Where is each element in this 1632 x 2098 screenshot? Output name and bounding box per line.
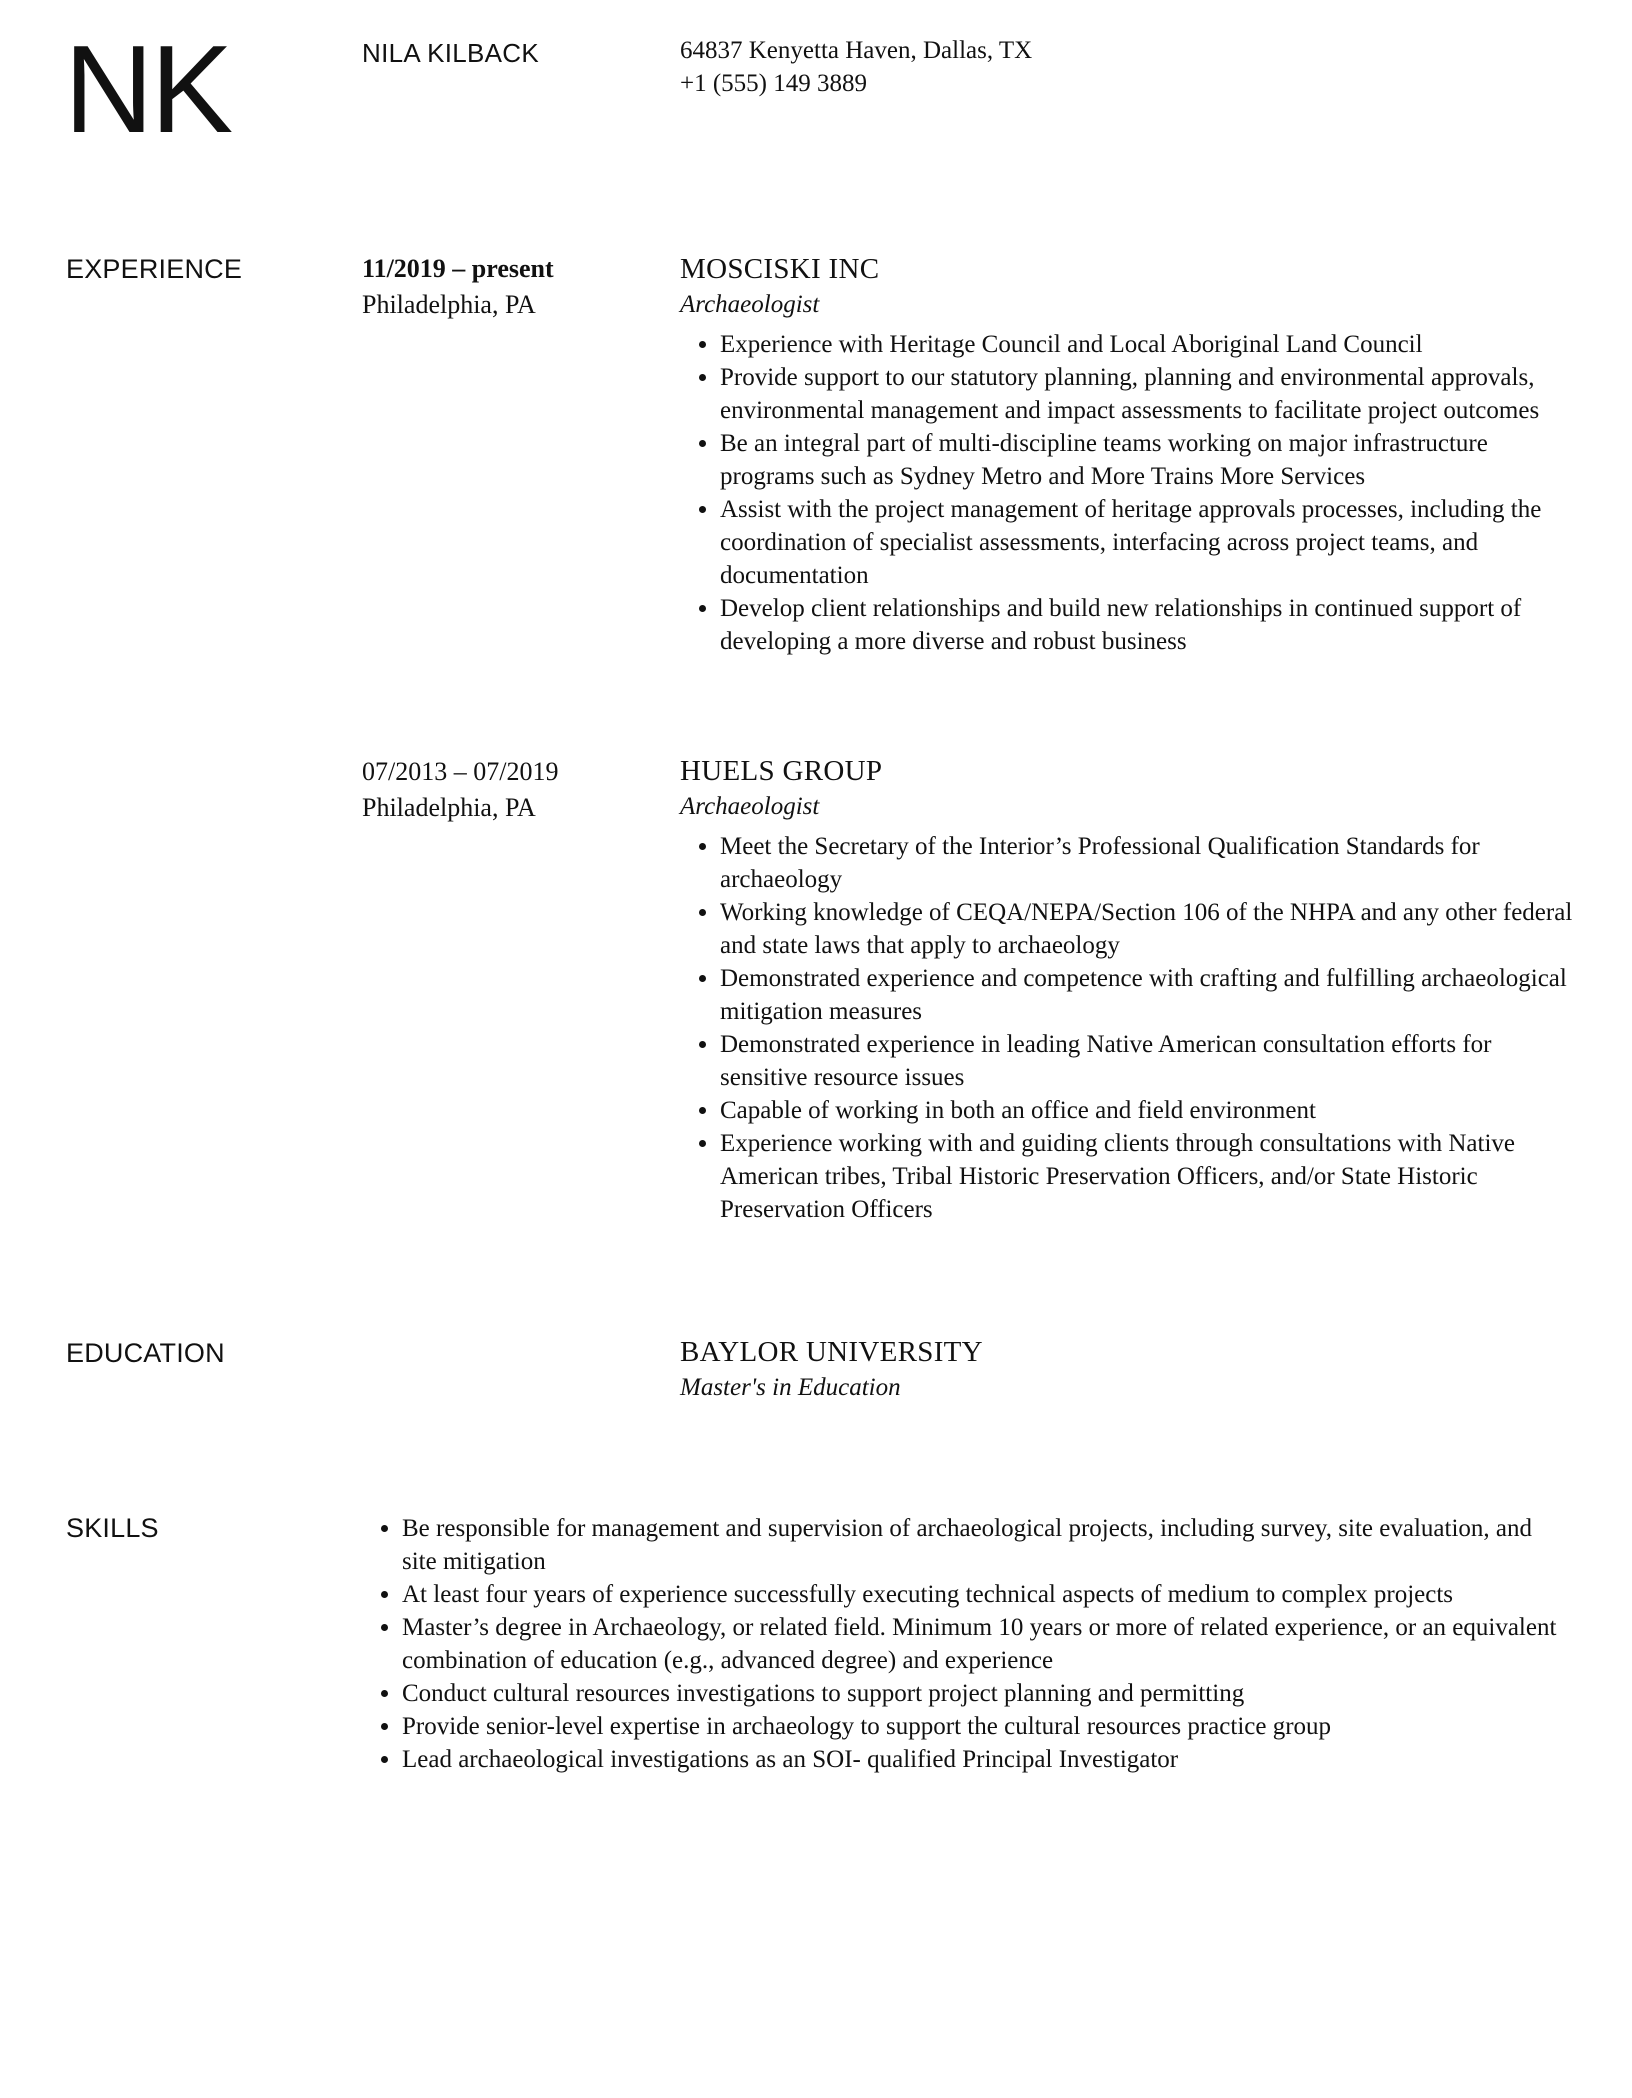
list-item: • Master’s degree in Archaeology, or related field. Minimum 10 years or more of related experience, or an equivalent combination of education (e.g., advanced degree) and experience <box>402 1611 1562 1677</box>
list-item: • Provide support to our statutory planning, planning and environmental approvals, environmental management and impact assessments to facilitate project outcomes <box>720 361 1580 427</box>
list-item: • Experience working with and guiding clients through consultations with Native American tribes, Tribal Historic Preservation Officers, and/or State Historic Preservation Officers <box>720 1127 1580 1226</box>
list-item: • Develop client relationships and build new relationships in continued support of developing a more diverse and robust business <box>720 592 1580 658</box>
job-entry <box>680 752 1580 1226</box>
list-item: • Lead archaeological investigations as an SOI- qualified Principal Investigator <box>402 1743 1562 1776</box>
skills-heading: SKILLS <box>66 1513 159 1543</box>
job-dates: 07/2013 – 07/2019 <box>362 757 559 786</box>
job-entry <box>680 250 1580 658</box>
contact-info <box>680 34 1032 100</box>
job-meta <box>362 754 558 826</box>
list-item: • Demonstrated experience in leading Native American consultation efforts for sensitive resource issues <box>720 1028 1580 1094</box>
company-name: MOSCISKI INC <box>680 253 880 285</box>
job-dates: 11/2019 – present <box>362 254 554 283</box>
list-item: • Conduct cultural resources investigations to support project planning and permitting <box>402 1677 1562 1710</box>
job-meta <box>362 251 554 323</box>
list-item: • Meet the Secretary of the Interior’s Professional Qualification Standards for archaeology <box>720 830 1580 896</box>
monogram: NK <box>64 21 231 159</box>
job-location: Philadelphia, PA <box>362 290 536 319</box>
list-item: • Capable of working in both an office and field environment <box>720 1094 1580 1127</box>
candidate-name: NILA KILBACK <box>362 38 540 68</box>
list-item: • Be an integral part of multi-discipline teams working on major infrastructure programs such as Sydney Metro and More Trains More Services <box>720 427 1580 493</box>
job-title: Archaeologist <box>680 793 820 820</box>
address: 64837 Kenyetta Haven, Dallas, TX <box>680 37 1033 64</box>
job-bullets <box>680 328 1580 658</box>
company-name: HUELS GROUP <box>680 755 883 787</box>
list-item: • Experience with Heritage Council and Local Aboriginal Land Council <box>720 328 1580 361</box>
education-heading: EDUCATION <box>66 1338 225 1368</box>
experience-heading: EXPERIENCE <box>66 254 243 284</box>
degree: Master's in Education <box>680 1374 901 1401</box>
list-item: • Be responsible for management and supervision of archaeological projects, including survey, site evaluation, and site mitigation <box>402 1512 1562 1578</box>
school-name: BAYLOR UNIVERSITY <box>680 1336 983 1368</box>
list-item: • Demonstrated experience and competence with crafting and fulfilling archaeological mitigation measures <box>720 962 1580 1028</box>
list-item: • Assist with the project management of heritage approvals processes, including the coordination of specialist assessments, interfacing across project teams, and documentation <box>720 493 1580 592</box>
education-entry <box>680 1333 1580 1405</box>
phone: +1 (555) 149 3889 <box>680 70 867 97</box>
list-item: • At least four years of experience successfully executing technical aspects of medium to complex projects <box>402 1578 1562 1611</box>
job-bullets <box>680 830 1580 1226</box>
job-location: Philadelphia, PA <box>362 793 536 822</box>
list-item: • Provide senior-level expertise in archaeology to support the cultural resources practice group <box>402 1710 1562 1743</box>
list-item: • Working knowledge of CEQA/NEPA/Section 106 of the NHPA and any other federal and state laws that apply to archaeology <box>720 896 1580 962</box>
job-title: Archaeologist <box>680 291 820 318</box>
skills-list-container <box>362 1512 1562 1776</box>
skills-list <box>362 1512 1562 1776</box>
